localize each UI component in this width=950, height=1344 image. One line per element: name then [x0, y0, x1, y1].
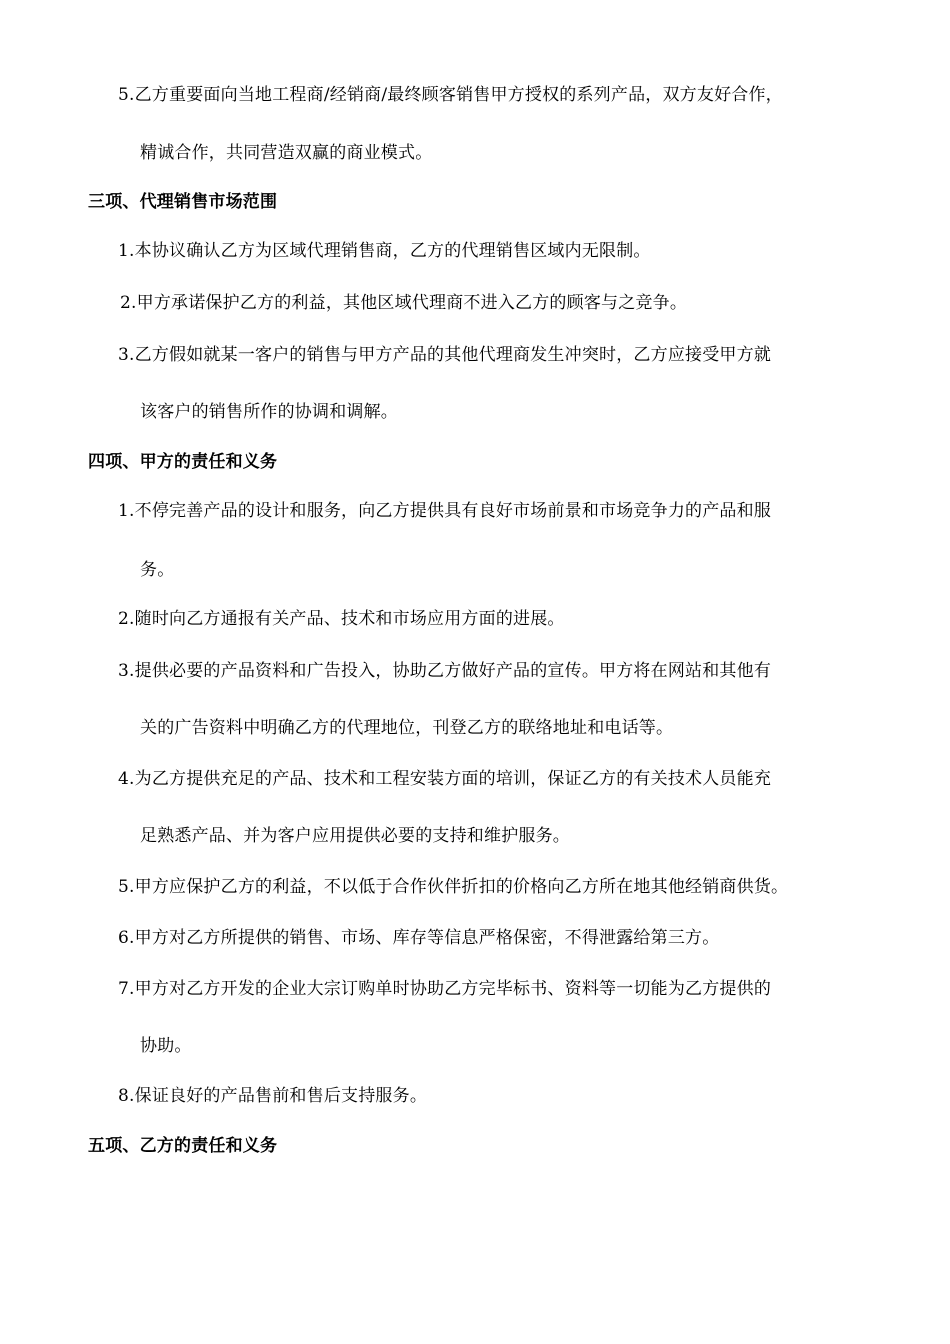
clause-4-3-line-1: 3.提供必要的产品资料和广告投入，协助乙方做好产品的宣传。甲方将在网站和其他有 [118, 661, 772, 681]
clause-4-2: 2.随时向乙方通报有关产品、技术和市场应用方面的进展。 [118, 609, 565, 629]
clause-4-8: 8.保证良好的产品售前和售后支持服务。 [118, 1086, 428, 1106]
section-4-heading: 四项、甲方的责任和义务 [88, 452, 278, 472]
clause-4-7-line-1: 7.甲方对乙方开发的企业大宗订购单时协助乙方完毕标书、资料等一切能为乙方提供的 [118, 979, 772, 999]
section-5-heading: 五项、乙方的责任和义务 [88, 1136, 278, 1156]
clause-4-3-line-2: 关的广告资料中明确乙方的代理地位，刊登乙方的联络地址和电话等。 [140, 718, 674, 738]
clause-4-1-line-2: 务。 [140, 560, 175, 580]
clause-4-6: 6.甲方对乙方所提供的销售、市场、库存等信息严格保密，不得泄露给第三方。 [118, 928, 720, 948]
clause-4-4-line-2: 足熟悉产品、并为客户应用提供必要的支持和维护服务。 [140, 826, 570, 846]
clause-3-2: 2.甲方承诺保护乙方的利益，其他区域代理商不进入乙方的顾客与之竞争。 [120, 293, 688, 313]
clause-2-5-line-2: 精诚合作，共同营造双赢的商业模式。 [140, 143, 433, 163]
clause-4-1-line-1: 1.不停完善产品的设计和服务，向乙方提供具有良好市场前景和市场竞争力的产品和服 [118, 501, 772, 521]
clause-4-7-line-2: 协助。 [140, 1036, 192, 1056]
clause-2-5-line-1: 5.乙方重要面向当地工程商/经销商/最终顾客销售甲方授权的系列产品，双方友好合作， [118, 85, 783, 105]
clause-3-1: 1.本协议确认乙方为区域代理销售商，乙方的代理销售区域内无限制。 [118, 241, 651, 261]
clause-4-5: 5.甲方应保护乙方的利益，不以低于合作伙伴折扣的价格向乙方所在地其他经销商供货。 [118, 877, 789, 897]
clause-3-3-line-1: 3.乙方假如就某一客户的销售与甲方产品的其他代理商发生冲突时，乙方应接受甲方就 [118, 345, 772, 365]
section-3-heading: 三项、代理销售市场范围 [88, 192, 278, 212]
clause-3-3-line-2: 该客户的销售所作的协调和调解。 [140, 402, 398, 422]
clause-4-4-line-1: 4.为乙方提供充足的产品、技术和工程安装方面的培训，保证乙方的有关技术人员能充 [118, 769, 772, 789]
